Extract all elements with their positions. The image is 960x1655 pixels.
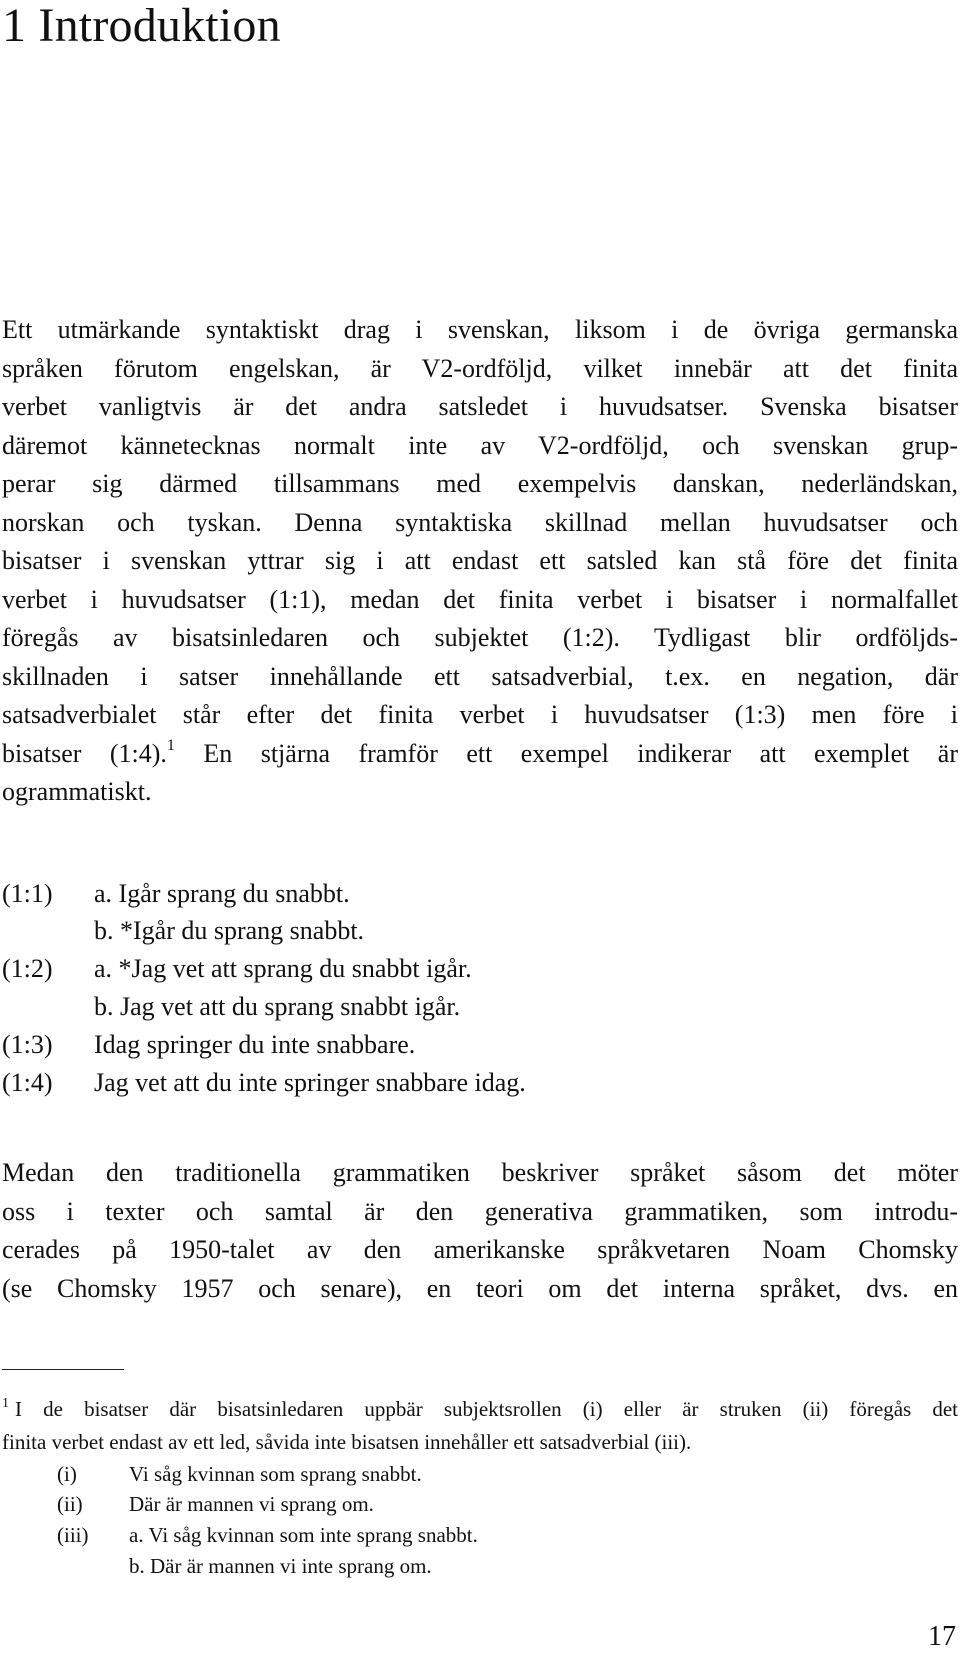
text-line: verbet vanligtvis är det andra satsledet i huvudsatser. Svenska bisatser [2, 392, 958, 421]
example-text: a. Igår sprang du snabbt. [94, 879, 350, 908]
footnote-reference[interactable]: 1 [166, 736, 175, 754]
footnote-example-text: Vi såg kvinnan som sprang snabbt. [129, 1462, 422, 1486]
example-number: (1:2) [2, 954, 53, 983]
text-line: verbet i huvudsatser (1:1), medan det finita verbet i bisatser i normalfallet [2, 584, 958, 614]
text-line: Medan den traditionella grammatiken beskriver språket såsom det möter [2, 1158, 958, 1187]
footnote-example-text: a. Vi såg kvinnan som inte sprang snabbt. [129, 1523, 478, 1547]
text-line: Ett utmärkande syntaktiskt drag i svenskan, liksom i de övriga germanska [2, 315, 958, 344]
text-line: satsadverbialet står efter det finita verbet i huvudsatser (1:3) men före i [2, 700, 958, 729]
paragraph-intro [2, 311, 958, 812]
chapter-heading: 1 Introduktion [2, 0, 281, 52]
footnote-line [2, 1393, 958, 1426]
text-line: ogrammatiskt. [2, 777, 152, 806]
footnote-line: finita verbet endast av ett led, såvida inte bisatsen innehåller ett satsadverbial (iii). [2, 1429, 692, 1454]
footnote-separator [2, 1369, 124, 1370]
example-number: (1:4) [2, 1068, 53, 1097]
example-text: b. Jag vet att du sprang snabbt igår. [94, 992, 461, 1021]
footnote-example-text: b. Där är mannen vi inte sprang om. [129, 1554, 432, 1578]
text-line-with-footnote-ref [2, 735, 958, 774]
text-segment: En stjärna framför ett exempel indikerar att exemplet är [174, 738, 958, 768]
footnote-example-number: (i) [57, 1462, 77, 1486]
text-line: skillnaden i satser innehållande ett satsadverbial, t.ex. en negation, där [2, 661, 958, 691]
example-text: Jag vet att du inte springer snabbare idag. [94, 1068, 526, 1097]
text-line: bisatser i svenskan yttrar sig i att endast ett satsled kan stå före det finita [2, 546, 958, 575]
text-segment: bisatser (1:4). [2, 738, 167, 768]
text-line: oss i texter och samtal är den generativa grammatiken, som introdu- [2, 1196, 958, 1226]
text-line: cerades på 1950-talet av den amerikanske språkvetaren Noam Chomsky [2, 1235, 958, 1264]
text-line: föregås av bisatsinledaren och subjektet (1:2). Tydligast blir ordföljds- [2, 623, 958, 652]
example-text: Idag springer du inte snabbare. [94, 1030, 416, 1059]
example-text: b. *Igår du sprang snabbt. [94, 916, 365, 945]
footnote-text: I de bisatser där bisatsinledaren uppbär subjektsrollen (i) eller är struken (ii) föregås det [15, 1397, 958, 1421]
example-text: a. *Jag vet att sprang du snabbt igår. [94, 954, 472, 983]
text-line: (se Chomsky 1957 och senare), en teori om det interna språket, dvs. en [2, 1273, 958, 1303]
example-number: (1:1) [2, 879, 53, 908]
footnote-example-number: (iii) [57, 1523, 89, 1547]
text-line: däremot kännetecknas normalt inte av V2-ordföljd, och svenskan grup- [2, 430, 958, 460]
footnote-example-text: Där är mannen vi sprang om. [129, 1492, 374, 1516]
footnote-marker: 1 [2, 1396, 9, 1411]
example-number: (1:3) [2, 1030, 53, 1059]
text-line: perar sig därmed tillsammans med exempelvis danskan, nederländskan, [2, 469, 958, 498]
text-line: språken förutom engelskan, är V2-ordföljd, vilket innebär att det finita [2, 353, 958, 383]
footnote [2, 1393, 958, 1458]
text-line: norskan och tyskan. Denna syntaktiska skillnad mellan huvudsatser och [2, 507, 958, 537]
footnote-example-number: (ii) [57, 1492, 83, 1516]
page-number: 17 [928, 1621, 956, 1652]
paragraph-generative [2, 1154, 958, 1308]
